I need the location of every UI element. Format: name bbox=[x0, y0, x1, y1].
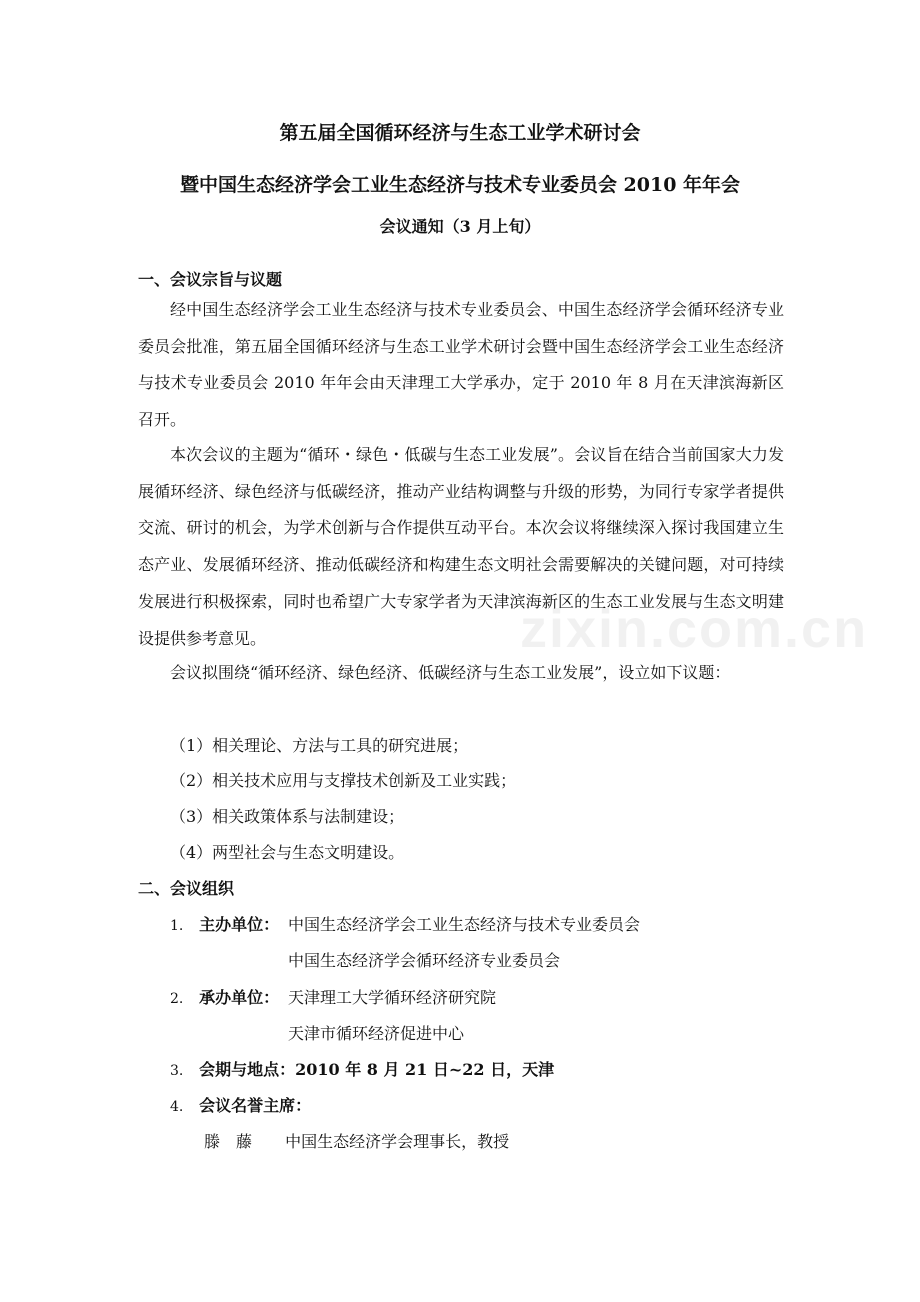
org-item-value: 2010 年 8 月 21 日~22 日，天津 bbox=[295, 1060, 555, 1079]
org-item-value: 中国生态经济学会循环经济专业委员会 bbox=[288, 951, 561, 970]
org-item-value: 中国生态经济学会工业生态经济与技术专业委员会 bbox=[288, 915, 641, 934]
document-subtitle: 会议通知（3 月上旬） bbox=[379, 217, 541, 236]
org-item-number: 4. bbox=[170, 1099, 184, 1115]
paragraph-theme: 本次会议的主题为“循环・绿色・低碳与生态工业发展”。会议旨在结合当前国家大力发展循环经济、绿色经济与低碳经济，推动产业结构调整与升级的形势，为同行专家学者提供交流、研讨的机会，为学术创新与合作提供互动平台。本次会议将继续深入探讨我国建立生态产业、发展循环经济、推动低碳经济和构建生态文明社会需要解决的关键问题，对可持续发展进行积极探索，同时也希望广大专家学者为天津滨海新区的生态工业发展与生态文明建设提供参考意见。 bbox=[138, 445, 784, 648]
paragraph-topics-intro: 会议拟围绕“循环经济、绿色经济、低碳经济与生态工业发展”，设立如下议题： bbox=[170, 663, 731, 682]
document-title-line-1: 第五届全国循环经济与生态工业学术研讨会 bbox=[279, 122, 641, 144]
topic-item: （1）相关理论、方法与工具的研究进展； bbox=[170, 736, 469, 755]
org-item-host bbox=[170, 910, 279, 941]
org-item-label: 主办单位： bbox=[199, 915, 280, 934]
org-item-date-location bbox=[170, 1055, 554, 1086]
org-item-label: 承办单位： bbox=[199, 988, 280, 1007]
document-title-line-2: 暨中国生态经济学会工业生态经济与技术专业委员会 2010 年年会 bbox=[179, 174, 741, 196]
org-item-number: 3. bbox=[170, 1063, 184, 1079]
org-item-value: 天津理工大学循环经济研究院 bbox=[288, 988, 497, 1007]
person-name: 滕藤 bbox=[204, 1132, 269, 1151]
org-item-organizer bbox=[170, 983, 279, 1014]
topic-item: （2）相关技术应用与支撑技术创新及工业实践； bbox=[170, 771, 517, 790]
org-item-label: 会期与地点： bbox=[199, 1060, 296, 1079]
watermark: zixin.com.cn bbox=[520, 599, 869, 659]
topic-item: （4）两型社会与生态文明建设。 bbox=[170, 843, 405, 862]
org-item-honorary-chair bbox=[170, 1091, 311, 1122]
section-heading-2: 二、会议组织 bbox=[138, 879, 235, 898]
section-heading-1: 一、会议宗旨与议题 bbox=[138, 270, 283, 289]
honorary-chair-entry bbox=[204, 1127, 509, 1157]
org-item-value: 天津市循环经济促进中心 bbox=[288, 1024, 465, 1043]
org-item-number: 2. bbox=[170, 991, 184, 1007]
topic-item: （3）相关政策体系与法制建设； bbox=[170, 807, 405, 826]
paragraph-approval: 经中国生态经济学会工业生态经济与技术专业委员会、中国生态经济学会循环经济专业委员会批准，第五届全国循环经济与生态工业学术研讨会暨中国生态经济学会工业生态经济与技术专业委员会 2010 年年会由天津理工大学承办，定于 2010 年 8 月在天津滨海新区召开。 bbox=[138, 300, 784, 430]
org-item-number: 1. bbox=[170, 918, 184, 934]
person-title: 中国生态经济学会理事长，教授 bbox=[285, 1132, 510, 1151]
org-item-label: 会议名誉主席： bbox=[199, 1096, 312, 1115]
